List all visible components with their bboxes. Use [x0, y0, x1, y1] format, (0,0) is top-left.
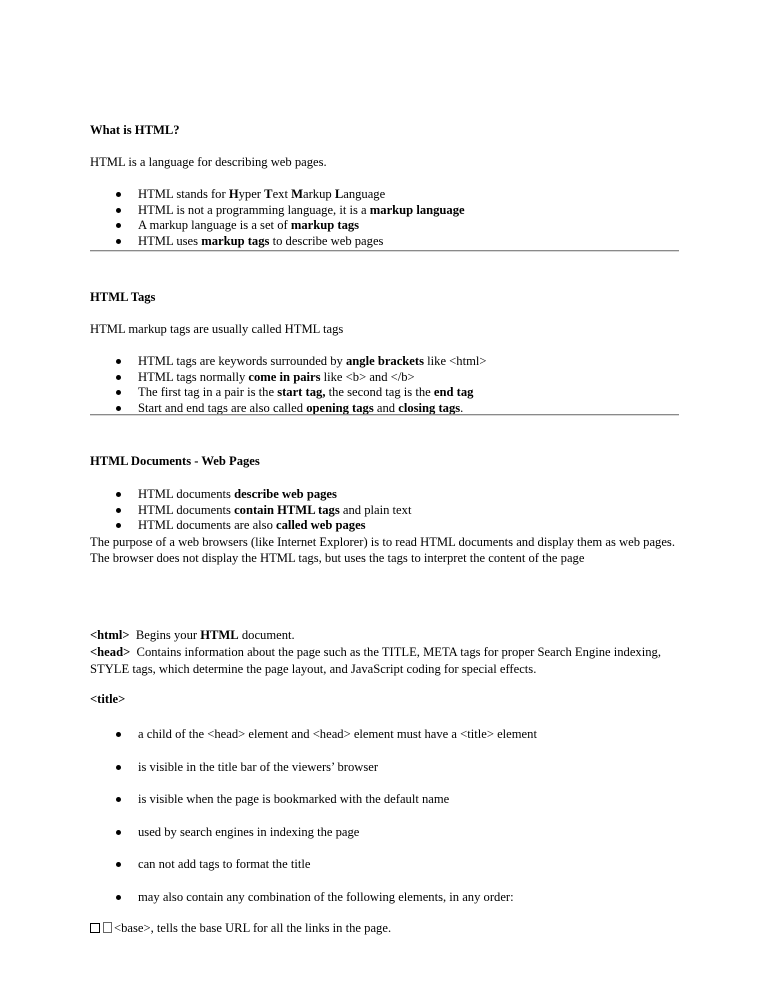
section-heading-html-tags: HTML Tags	[90, 290, 156, 304]
list-item: HTML tags are keywords surrounded by angle brackets like <html>	[90, 354, 486, 370]
list-item: a child of the <head> element and <head> element must have a <title> element	[90, 727, 537, 760]
missing-glyph-icon	[103, 922, 112, 933]
bullet-icon	[116, 732, 121, 737]
list-item: is visible when the page is bookmarked with the default name	[90, 792, 537, 825]
bullet-icon	[116, 208, 121, 213]
bullet-list	[90, 187, 465, 249]
head-tag-line: <head> Contains information about the page such as the TITLE, META tags for proper Search Engine indexing,	[90, 645, 661, 659]
bullet-icon	[116, 359, 121, 364]
list-item: Start and end tags are also called opening tags and closing tags.	[90, 401, 486, 417]
checkbox-square-icon	[90, 923, 100, 933]
horizontal-rule	[90, 414, 679, 416]
bullet-icon	[116, 390, 121, 395]
title-tag-heading: <title>	[90, 692, 126, 706]
list-item: HTML uses markup tags to describe web pages	[90, 234, 465, 250]
bullet-icon	[116, 192, 121, 197]
bullet-icon	[116, 223, 121, 228]
head-desc-line: STYLE tags, which determine the page layout, and JavaScript coding for special effects.	[90, 662, 537, 676]
section-intro: HTML markup tags are usually called HTML tags	[90, 322, 344, 336]
list-item: HTML documents describe web pages	[90, 487, 411, 503]
list-item: HTML tags normally come in pairs like <b> and </b>	[90, 370, 486, 386]
list-item: HTML documents are also called web pages	[90, 518, 411, 534]
section-heading-what-is-html: What is HTML?	[90, 123, 180, 137]
bullet-icon	[116, 523, 121, 528]
list-item: can not add tags to format the title	[90, 857, 537, 890]
list-item: A markup language is a set of markup tags	[90, 218, 465, 234]
bullet-icon	[116, 406, 121, 411]
html-tag-line: <html> Begins your HTML document.	[90, 628, 295, 642]
bullet-icon	[116, 492, 121, 497]
bullet-icon	[116, 508, 121, 513]
list-item: may also contain any combination of the following elements, in any order:	[90, 890, 537, 923]
list-item: used by search engines in indexing the page	[90, 825, 537, 858]
bullet-icon	[116, 239, 121, 244]
title-bullet-list	[90, 727, 537, 922]
bullet-list	[90, 487, 411, 534]
paragraph-line: The purpose of a web browsers (like Internet Explorer) is to read HTML documents and display them as web pages.	[90, 535, 675, 549]
list-item: The first tag in a pair is the start tag, the second tag is the end tag	[90, 385, 486, 401]
bullet-icon	[116, 895, 121, 900]
base-element-line: <base>, tells the base URL for all the links in the page.	[90, 921, 690, 937]
section-intro: HTML is a language for describing web pages.	[90, 155, 327, 169]
bullet-icon	[116, 797, 121, 802]
paragraph-line: The browser does not display the HTML tags, but uses the tags to interpret the content of the page	[90, 551, 585, 565]
list-item: HTML is not a programming language, it is a markup language	[90, 203, 465, 219]
bullet-icon	[116, 862, 121, 867]
list-item: is visible in the title bar of the viewers’ browser	[90, 760, 537, 793]
bullet-icon	[116, 830, 121, 835]
bullet-list	[90, 354, 486, 416]
bullet-icon	[116, 765, 121, 770]
horizontal-rule	[90, 250, 679, 252]
section-heading-html-documents: HTML Documents - Web Pages	[90, 454, 260, 468]
bullet-icon	[116, 375, 121, 380]
list-item: HTML documents contain HTML tags and plain text	[90, 503, 411, 519]
list-item: HTML stands for Hyper Text Markup Language	[90, 187, 465, 203]
